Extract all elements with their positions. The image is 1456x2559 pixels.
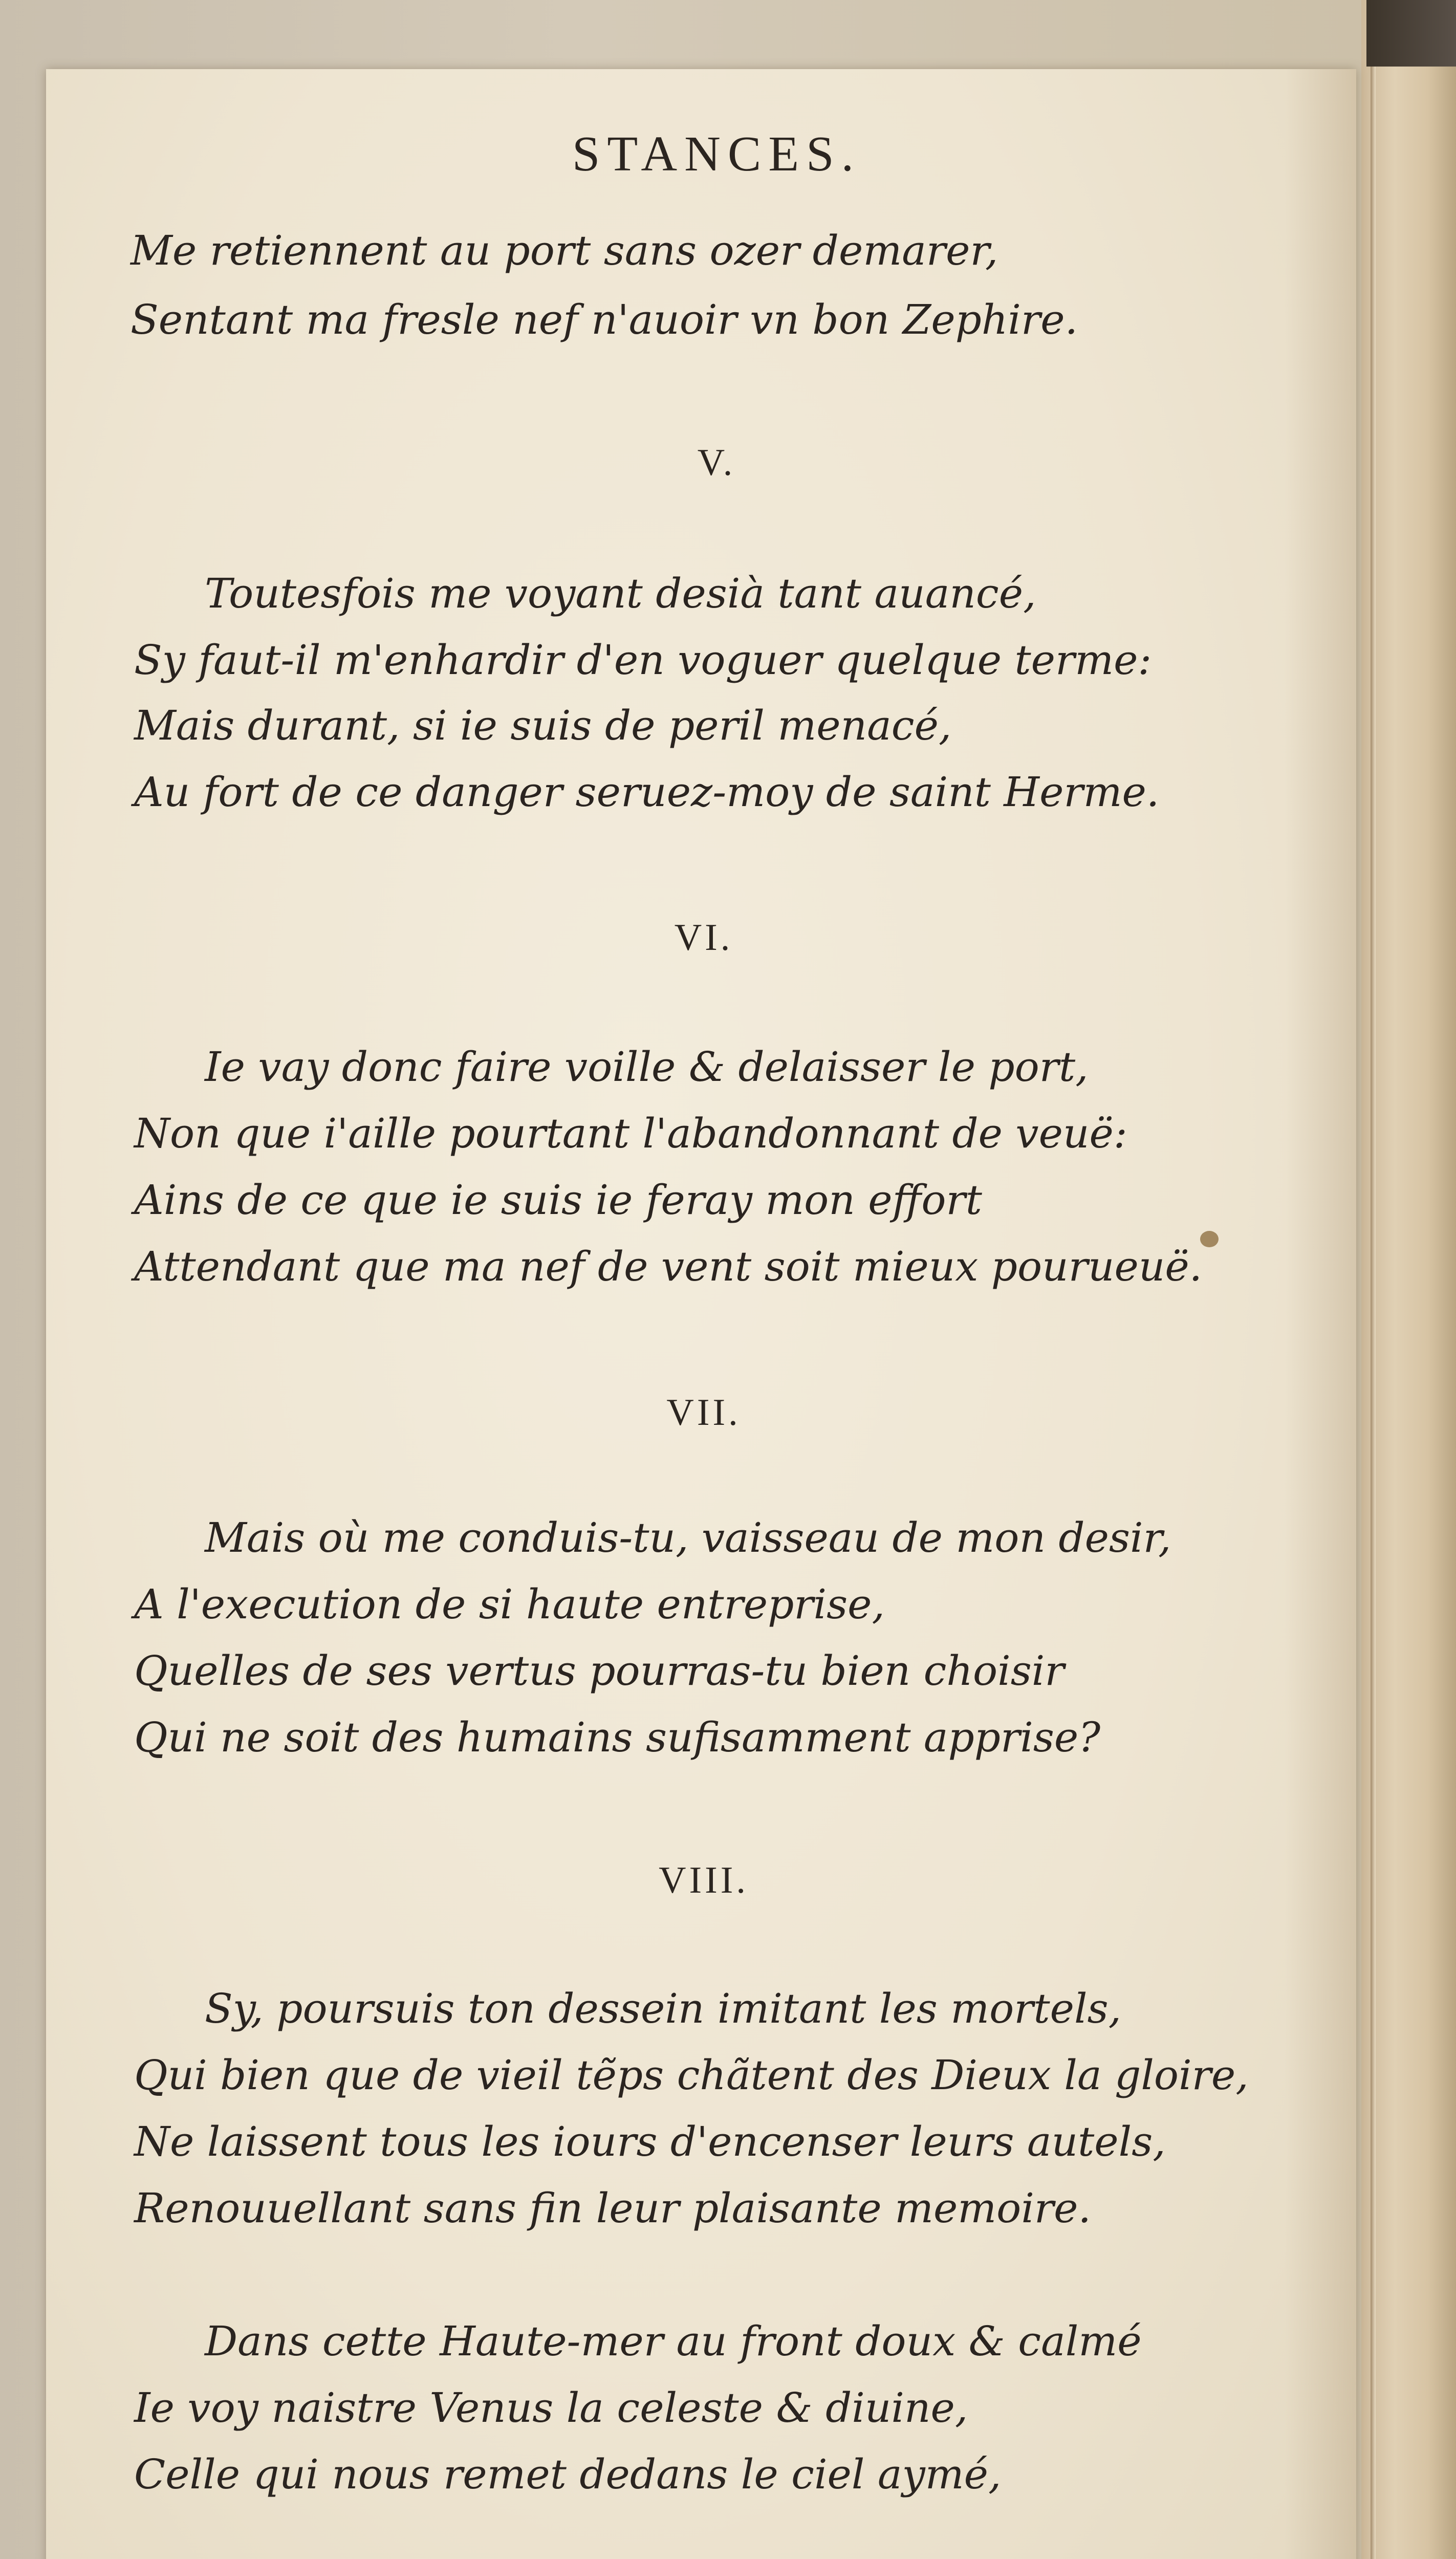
verse-line: Quelles de ses vertus pourras-tu bien choisir <box>134 1647 1064 1695</box>
verse-line: Qui ne soit des humains sufisamment apprise? <box>134 1714 1101 1761</box>
verse-line: Qui bien que de vieil tẽps chãtent des Dieux la gloire, <box>134 2051 1249 2099</box>
verse-line: Sentant ma fresle nef n'auoir vn bon Zephire. <box>131 296 1078 343</box>
verse-line: Sy, poursuis ton dessein imitant les mortels, <box>205 1985 1122 2032</box>
verse-line: Ne laissent tous les iours d'encenser leurs autels, <box>134 2118 1166 2165</box>
verse-line: Celle qui nous remet dedans le ciel aymé, <box>134 2450 1002 2498</box>
verse-line: Au fort de ce danger seruez-moy de saint Herme. <box>134 768 1160 816</box>
stanza-number: VI. <box>674 917 733 959</box>
verse-line: Me retiennent au port sans ozer demarer, <box>131 227 998 274</box>
verse-line: A l'execution de si haute entreprise, <box>134 1580 885 1628</box>
verse-line: Dans cette Haute-mer au front doux & calmé <box>205 2317 1142 2365</box>
running-head: STANCES. <box>572 126 861 182</box>
verse-line: Non que i'aille pourtant l'abandonnant de veuë: <box>134 1110 1127 1157</box>
verse-line: Ains de ce que ie suis ie feray mon effort <box>134 1176 982 1224</box>
stanza-number: V. <box>697 442 736 484</box>
verse-line: Renouuellant sans fin leur plaisante memoire. <box>134 2184 1091 2232</box>
verse-line: Attendant que ma nef de vent soit mieux pourueuë. <box>134 1243 1203 1290</box>
verse-line: Ie vay donc faire voille & delaisser le port, <box>205 1043 1089 1091</box>
verse-line: Toutesfois me voyant desià tant auancé, <box>205 570 1036 617</box>
verse-line: Mais où me conduis-tu, vaisseau de mon desir, <box>205 1514 1171 1562</box>
stanza-number: VIII. <box>659 1859 749 1901</box>
verse-line: Ie voy naistre Venus la celeste & diuine, <box>134 2384 968 2432</box>
stanza-number: VII. <box>666 1392 741 1434</box>
verse-line: Mais durant, si ie suis de peril menacé, <box>134 702 952 749</box>
verse-line: Sy faut-il m'enhardir d'en voguer quelque terme: <box>134 636 1152 684</box>
